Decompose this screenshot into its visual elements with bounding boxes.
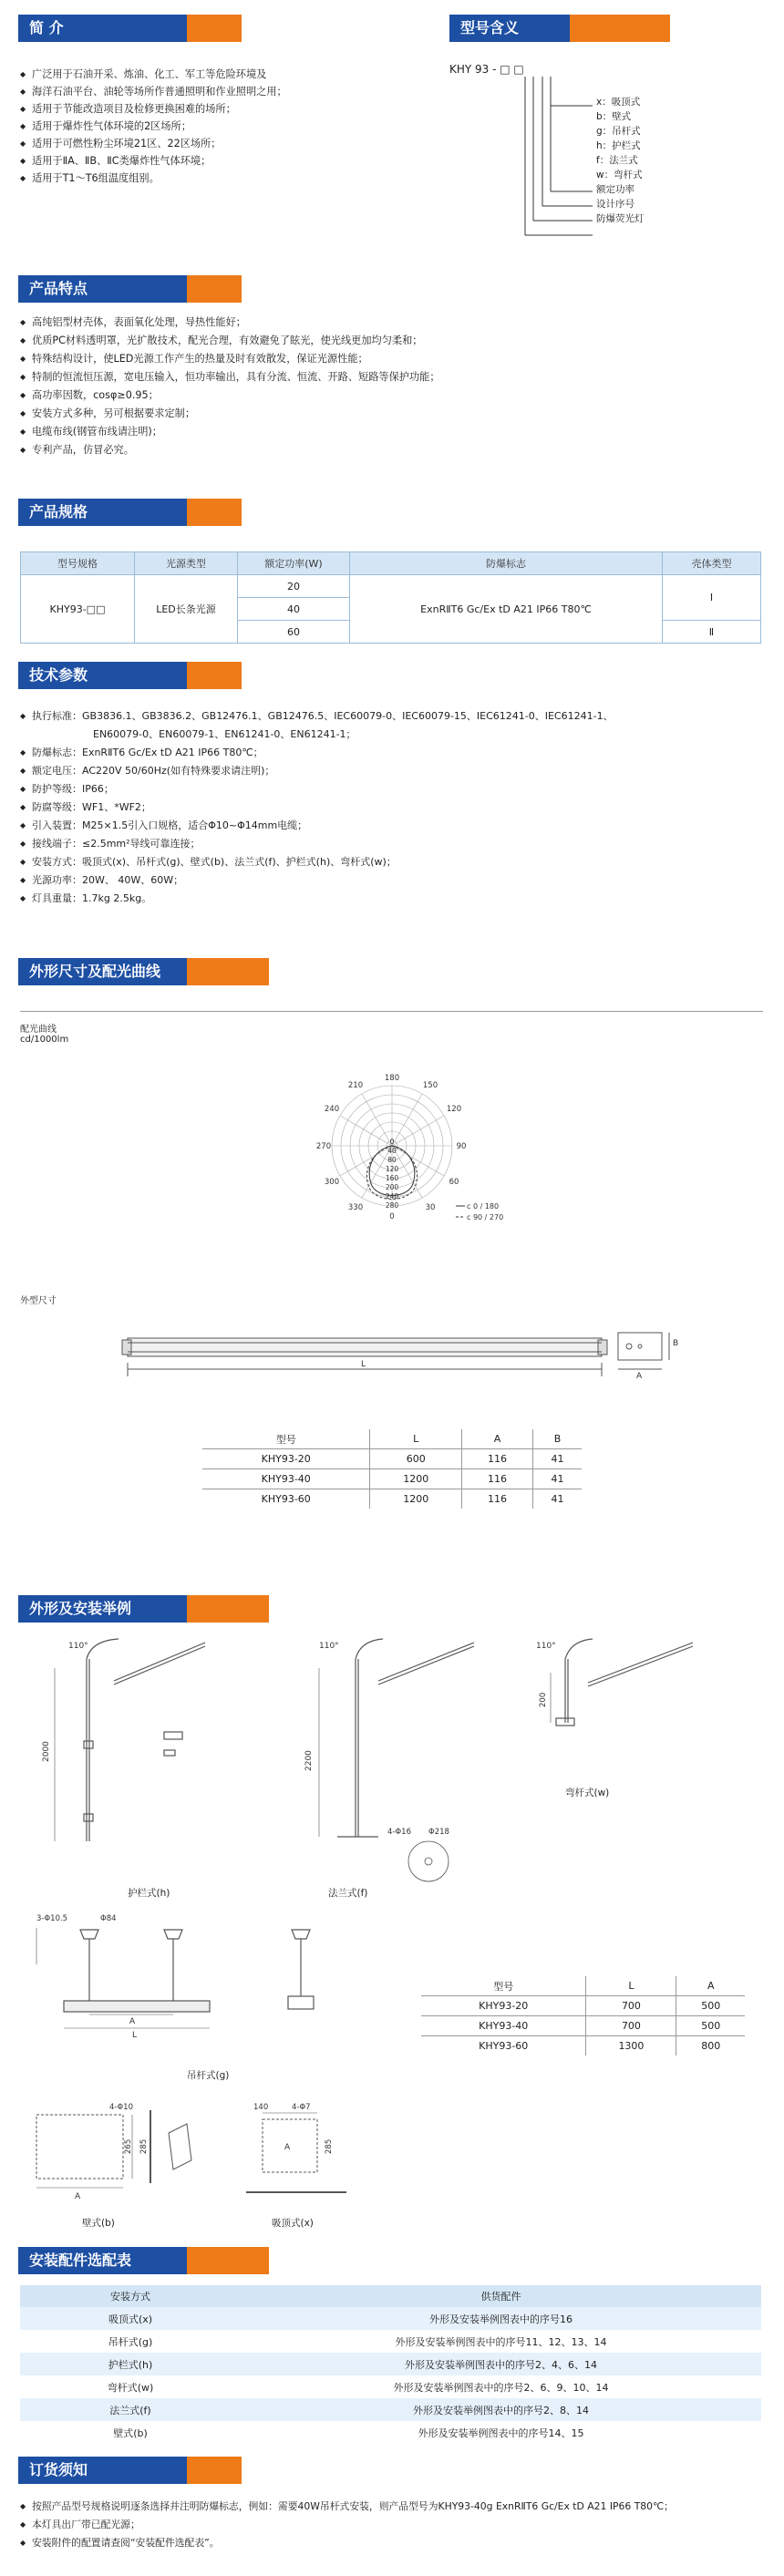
table-cell: 外形及安装举例图表中的序号14、15 bbox=[418, 2427, 584, 2439]
angle-label: 30 bbox=[425, 1203, 436, 1212]
accessories-table bbox=[20, 2285, 761, 2444]
column-header: A bbox=[676, 1976, 745, 1996]
dims-title: 外形尺寸及配光曲线 bbox=[18, 958, 187, 985]
legend-item: b：壁式 bbox=[596, 111, 632, 122]
angle-label: 330 bbox=[347, 1203, 364, 1212]
list-item: EN60079-0、EN60079-1、EN61241-0、EN61241-1； bbox=[93, 728, 356, 740]
legend-item: 额定功率 bbox=[596, 184, 634, 195]
angle-label: 240 bbox=[324, 1105, 340, 1114]
table-cell: 41 bbox=[532, 1469, 582, 1489]
table-cell: 外形及安装举例图表中的序号2、8、14 bbox=[241, 2398, 761, 2421]
dim-note: Φ84 bbox=[100, 1914, 117, 1923]
intro-title: 简 介 bbox=[18, 15, 187, 42]
model-meaning-header bbox=[449, 15, 670, 42]
tech-header bbox=[18, 662, 242, 689]
model-meaning-title: 型号含义 bbox=[449, 15, 570, 42]
list-item: ◆ 灯具重量：1.7kg 2.5kg。 bbox=[20, 890, 614, 908]
install-caption: 吊杆式(g) bbox=[187, 2070, 230, 2081]
dim-note: 2000 bbox=[42, 1741, 51, 1762]
ex-mark-cell: ExnRⅡT6 Gc/Ex tD A21 IP66 T80℃ bbox=[350, 575, 663, 644]
table-row bbox=[21, 575, 761, 598]
dim-note: 2200 bbox=[304, 1750, 314, 1771]
table-cell: 外形及安装举例图表中的序号11、12、13、14 bbox=[395, 2335, 607, 2348]
lamp-outline-drawing bbox=[119, 1313, 684, 1386]
list-item: ◆ 适用于ⅡA、ⅡB、ⅡC类爆炸性气体环境； bbox=[20, 152, 287, 170]
dim-note: 110° bbox=[536, 1642, 556, 1651]
install-caption: 法兰式(f) bbox=[328, 1888, 368, 1899]
table-row bbox=[202, 1469, 582, 1489]
table-cell: KHY93-40 bbox=[202, 1469, 370, 1489]
dim-note: 140 bbox=[253, 2103, 269, 2112]
pendant-table bbox=[421, 1976, 745, 2056]
table-cell: 护栏式(h) bbox=[20, 2353, 241, 2375]
table-row bbox=[421, 2016, 745, 2036]
angle-label: 0 bbox=[389, 1212, 395, 1221]
list-item: ◆ 特制的恒流恒压源，宽电压输入，恒功率输出，具有分流、恒流、开路、短路等保护功能； bbox=[20, 368, 440, 386]
column-header: 防爆标志 bbox=[350, 552, 663, 575]
header-accent bbox=[187, 15, 242, 42]
dim-letter: A bbox=[636, 1372, 643, 1381]
features-header bbox=[18, 275, 242, 303]
column-header: L bbox=[370, 1429, 462, 1449]
radius-label: 200 bbox=[385, 1183, 399, 1191]
table-cell: 外形及安装举例图表中的序号16 bbox=[241, 2307, 761, 2330]
table-header-row bbox=[20, 2285, 761, 2307]
polar-legend bbox=[456, 1202, 503, 1221]
install-title: 外形及安装举例 bbox=[18, 1595, 187, 1623]
table-row bbox=[20, 2353, 761, 2375]
table-cell: 弯杆式(w) bbox=[107, 2381, 154, 2394]
spec-header bbox=[18, 499, 242, 526]
table-cell: 600 bbox=[370, 1449, 462, 1469]
table-row bbox=[421, 1996, 745, 2016]
install-caption: 护栏式(h) bbox=[128, 1888, 170, 1899]
light-source-cell: LED长条光源 bbox=[135, 575, 238, 644]
install-drawings-row3 bbox=[18, 2097, 401, 2233]
list-item: ◆ 光源功率：20W、 40W、60W； bbox=[20, 871, 614, 890]
dim-note: 285 bbox=[325, 2138, 334, 2154]
housing-cell: Ⅱ bbox=[663, 621, 761, 644]
table-header-row bbox=[21, 552, 761, 575]
curve-label: 配光曲线 bbox=[20, 1025, 57, 1035]
dim-note: 110° bbox=[68, 1642, 88, 1651]
list-item: ◆ 防腐等级：WF1、*WF2； bbox=[20, 799, 614, 817]
header-accent bbox=[187, 662, 242, 689]
legend-label: c 90 / 270 bbox=[467, 1213, 504, 1221]
dim-note: 200 bbox=[539, 1692, 548, 1707]
model-code-diagram bbox=[492, 73, 602, 255]
legend-label: c 0 / 180 bbox=[467, 1202, 500, 1211]
table-cell: 外形及安装举例图表中的序号2、4、6、14 bbox=[241, 2353, 761, 2375]
list-item: ◆ 适用于T1～T6组温度组别。 bbox=[20, 170, 287, 187]
list-item: ◆ 高纯铝型材壳体，表面氧化处理，导热性能好； bbox=[20, 314, 440, 332]
header-accent bbox=[187, 1595, 269, 1623]
dim-note: 285 bbox=[139, 2138, 149, 2154]
table-cell: 700 bbox=[586, 2016, 676, 2036]
list-item: ◆ 海洋石油平台、油轮等场所作普通照明和作业照明之用； bbox=[20, 83, 287, 100]
header-accent bbox=[187, 275, 242, 303]
table-cell: KHY93-40 bbox=[421, 2016, 586, 2036]
dim-note: 4-Φ7 bbox=[292, 2103, 311, 2112]
legend-item: w：弯杆式 bbox=[596, 170, 643, 180]
dim-letter: L bbox=[361, 1360, 366, 1369]
header-accent bbox=[570, 15, 670, 42]
table-row bbox=[421, 2036, 745, 2056]
list-item: ◆ 专利产品，仿冒必究。 bbox=[20, 441, 440, 459]
table-cell: 1300 bbox=[586, 2036, 676, 2056]
legend-item: 防爆荧光灯 bbox=[596, 213, 645, 224]
dim-note: L bbox=[132, 2031, 138, 2040]
outline-label: 外型尺寸 bbox=[20, 1296, 57, 1306]
table-cell: 116 bbox=[462, 1469, 533, 1489]
dim-note: A bbox=[129, 2017, 136, 2026]
header-accent bbox=[187, 2457, 242, 2484]
spec-table bbox=[20, 551, 761, 644]
legend-item: f：法兰式 bbox=[596, 155, 638, 166]
dim-letter: B bbox=[673, 1339, 679, 1348]
list-item: ◆ 安装方式多种，另可根据要求定制； bbox=[20, 405, 440, 423]
legend-item: x：吸顶式 bbox=[596, 97, 641, 108]
order-title: 订货须知 bbox=[18, 2457, 187, 2484]
angle-label: 90 bbox=[456, 1142, 467, 1151]
list-item: ◆ 安装附件的配置请查阅“安装配件选配表”。 bbox=[20, 2534, 674, 2552]
legend-item: 设计序号 bbox=[596, 199, 634, 210]
table-row bbox=[20, 2330, 761, 2353]
list-item: ◆ 特殊结构设计，使LED光源工作产生的热量及时有效散发，保证光源性能； bbox=[20, 350, 440, 368]
table-header-row bbox=[202, 1429, 582, 1449]
angle-label: 60 bbox=[449, 1178, 459, 1187]
dim-note: A bbox=[284, 2143, 291, 2152]
column-header: L bbox=[586, 1976, 676, 1996]
power-cell: 40 bbox=[238, 598, 350, 621]
polar-curve-chart bbox=[315, 1071, 538, 1226]
dim-note: 3-Φ10.5 bbox=[36, 1914, 68, 1923]
column-header: 型号 bbox=[421, 1976, 586, 1996]
list-item: ◆ 高功率因数，cosφ≥0.95； bbox=[20, 386, 440, 405]
intro-list bbox=[20, 66, 287, 187]
list-item: ◆ 适用于可燃性粉尘环境21区、22区场所； bbox=[20, 135, 287, 152]
accessories-title: 安装配件选配表 bbox=[18, 2247, 187, 2274]
dim-note: 265 bbox=[124, 2138, 133, 2154]
list-item: ◆ 安装方式：吸顶式(x)、吊杆式(g)、壁式(b)、法兰式(f)、护栏式(h)、弯杆式(w)； bbox=[20, 853, 614, 871]
column-header: 光源类型 bbox=[135, 552, 238, 575]
list-item: ◆ 防爆标志：ExnRⅡT6 Gc/Ex tD A21 IP66 T80℃； bbox=[20, 744, 614, 762]
features-title: 产品特点 bbox=[18, 275, 187, 303]
section-rule bbox=[20, 1011, 763, 1012]
table-cell: 41 bbox=[532, 1489, 582, 1510]
list-item: ◆ 引入装置：M25×1.5引入口规格，适合Φ10~Φ14mm电缆； bbox=[20, 817, 614, 835]
table-cell: 500 bbox=[676, 1996, 745, 2016]
dims-table bbox=[202, 1429, 582, 1509]
list-item: ◆ 执行标准：GB3836.1、GB3836.2、GB12476.1、GB12476.5、IEC60079-0、IEC60079-15、IEC61241-0、IEC61241-1、 bbox=[20, 707, 614, 726]
list-item: ◆ 接线端子：≤2.5mm²导线可靠连接； bbox=[20, 835, 614, 853]
table-cell: 壁式(b) bbox=[113, 2427, 148, 2439]
list-item: ◆ 额定电压：AC220V 50/60Hz(如有特殊要求请注明)； bbox=[20, 762, 614, 780]
radius-label: 0 bbox=[389, 1138, 395, 1146]
table-cell: KHY93-60 bbox=[202, 1489, 370, 1510]
column-header: 供货配件 bbox=[241, 2285, 761, 2307]
angle-label: 300 bbox=[324, 1178, 340, 1187]
table-cell: 吸顶式(x) bbox=[20, 2307, 241, 2330]
dim-note: 4-Φ16 bbox=[387, 1828, 411, 1837]
intro-header bbox=[18, 15, 242, 42]
table-row bbox=[20, 2398, 761, 2421]
table-cell: 800 bbox=[676, 2036, 745, 2056]
dim-note: 4-Φ10 bbox=[109, 2103, 133, 2112]
table-cell: 法兰式(f) bbox=[20, 2398, 241, 2421]
legend-item: h：护栏式 bbox=[596, 140, 641, 151]
dim-note: 110° bbox=[319, 1642, 339, 1651]
dims-header bbox=[18, 958, 269, 985]
column-header: B bbox=[532, 1429, 582, 1449]
power-cell: 20 bbox=[238, 575, 350, 598]
spec-title: 产品规格 bbox=[18, 499, 187, 526]
install-drawings-row1 bbox=[18, 1632, 766, 1905]
radius-label: 160 bbox=[385, 1174, 399, 1182]
header-accent bbox=[187, 2247, 269, 2274]
table-row bbox=[202, 1449, 582, 1469]
angle-label: 150 bbox=[422, 1081, 438, 1090]
table-row bbox=[20, 2307, 761, 2330]
list-item: ◆ 优质PC材料透明罩，光扩散技术，配光合理，有效避免了眩光，使光线更加均匀柔和； bbox=[20, 332, 440, 350]
column-header: A bbox=[462, 1429, 533, 1449]
list-item: ◆ 适用于节能改造项目及检修更换困难的场所； bbox=[20, 100, 287, 118]
column-header: 型号 bbox=[202, 1429, 370, 1449]
install-header bbox=[18, 1595, 269, 1623]
list-item: ◆ 按照产品型号规格说明逐条选择并注明防爆标志，例如：需要40W吊杆式安装，则产品型号为KHY93-40g ExnRⅡT6 Gc/Ex tD A21 IP66 T80℃； bbox=[20, 2498, 674, 2516]
radius-label: 240 bbox=[385, 1192, 399, 1200]
install-caption: 弯杆式(w) bbox=[565, 1788, 610, 1798]
header-accent bbox=[187, 958, 269, 985]
dim-note: Φ218 bbox=[428, 1828, 449, 1837]
radius-label: 120 bbox=[385, 1165, 399, 1173]
radius-label: 80 bbox=[387, 1156, 397, 1164]
angle-label: 210 bbox=[347, 1081, 364, 1090]
install-caption: 吸顶式(x) bbox=[272, 2218, 314, 2229]
table-cell: 700 bbox=[586, 1996, 676, 2016]
model-code: KHY 93 - □ □ bbox=[449, 63, 524, 76]
model-legend bbox=[596, 95, 645, 226]
table-cell: 外形及安装举例图表中的序号2、6、9、10、14 bbox=[393, 2381, 609, 2394]
column-header: 安装方式 bbox=[20, 2285, 241, 2307]
table-row bbox=[20, 2421, 761, 2444]
table-cell: KHY93-20 bbox=[421, 1996, 586, 2016]
order-header bbox=[18, 2457, 242, 2484]
radius-label: 40 bbox=[387, 1147, 397, 1155]
angle-label: 120 bbox=[446, 1105, 462, 1114]
install-caption: 壁式(b) bbox=[82, 2218, 115, 2229]
table-cell: KHY93-20 bbox=[202, 1449, 370, 1469]
list-item: ◆ 防护等级：IP66； bbox=[20, 780, 614, 799]
legend-item: g：吊杆式 bbox=[596, 126, 641, 137]
table-header-row bbox=[421, 1976, 745, 1996]
list-item: ◆ 本灯具出厂带已配光源； bbox=[20, 2516, 674, 2534]
table-cell: 116 bbox=[462, 1489, 533, 1510]
accessories-header bbox=[18, 2247, 269, 2274]
order-list bbox=[20, 2498, 674, 2552]
list-item: ◆ 适用于爆炸性气体环境的2区场所； bbox=[20, 118, 287, 135]
features-list bbox=[20, 314, 440, 459]
angle-label: 270 bbox=[315, 1142, 332, 1151]
table-cell: KHY93-60 bbox=[421, 2036, 586, 2056]
table-cell: 1200 bbox=[370, 1469, 462, 1489]
table-cell: 吊杆式(g) bbox=[108, 2335, 153, 2348]
list-item: ◆ 电缆布线(钢管布线请注明)； bbox=[20, 423, 440, 441]
column-header: 型号规格 bbox=[21, 552, 135, 575]
table-row bbox=[202, 1489, 582, 1510]
tech-title: 技术参数 bbox=[18, 662, 187, 689]
header-accent bbox=[187, 499, 242, 526]
table-cell: 1200 bbox=[370, 1489, 462, 1510]
tech-list bbox=[20, 707, 614, 908]
power-cell: 60 bbox=[238, 621, 350, 644]
list-item: ◆ 广泛用于石油开采、炼油、化工、军工等危险环境及 bbox=[20, 66, 287, 83]
model-cell: KHY93-□□ bbox=[21, 575, 135, 644]
dim-note: A bbox=[75, 2192, 81, 2201]
table-row bbox=[20, 2375, 761, 2398]
angle-label: 180 bbox=[384, 1074, 400, 1083]
table-cell: 500 bbox=[676, 2016, 745, 2036]
curve-unit: cd/1000lm bbox=[20, 1035, 69, 1045]
table-cell: 116 bbox=[462, 1449, 533, 1469]
radius-label: 280 bbox=[385, 1201, 399, 1210]
table-cell: 41 bbox=[532, 1449, 582, 1469]
install-drawings-row2 bbox=[18, 1910, 428, 2092]
column-header: 额定功率(W) bbox=[238, 552, 350, 575]
housing-cell: Ⅰ bbox=[663, 575, 761, 621]
column-header: 壳体类型 bbox=[663, 552, 761, 575]
